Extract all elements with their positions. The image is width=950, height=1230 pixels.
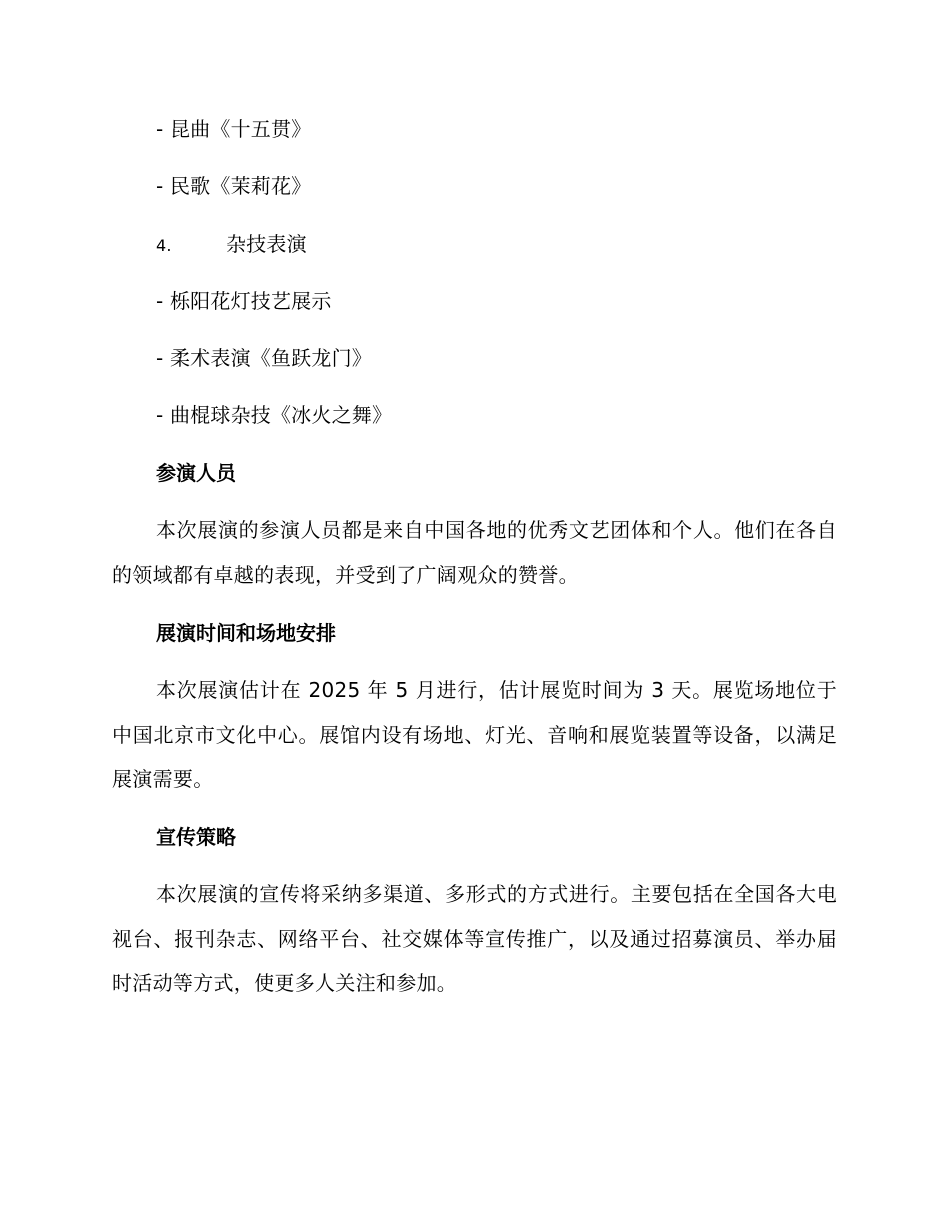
participants-heading: 参演人员 [156,461,236,485]
participants-paragraph: 本次展演的参演人员都是来自中国各地的优秀文艺团体和个人。他们在各自的领域都有卓越的表现，并受到了广阔观众的赞誉。 [112,518,837,587]
section-item [156,230,307,260]
schedule-paragraph: 本次展演估计在 2025 年 5 月进行，估计展览时间为 3 天。展览场地位于中国北京市文化中心。展馆内设有场地、灯光、音响和展览装置等设备，以满足展演需要。 [112,678,837,791]
list-item: - 曲棍球杂技《冰火之舞》 [156,403,393,427]
section-title: 杂技表演 [226,232,307,256]
section-number: 4. [156,236,172,255]
list-item: - 栎阳花灯技艺展示 [156,289,332,313]
schedule-heading: 展演时间和场地安排 [156,621,336,645]
promotion-paragraph: 本次展演的宣传将采纳多渠道、多形式的方式进行。主要包括在全国各大电视台、报刊杂志、网络平台、社交媒体等宣传推广，以及通过招募演员、举办届时活动等方式，使更多人关注和参加。 [112,882,837,995]
list-item: - 昆曲《十五贯》 [156,117,312,141]
list-item: - 柔术表演《鱼跃龙门》 [156,346,372,370]
list-item: - 民歌《茉莉花》 [156,174,312,198]
promotion-heading: 宣传策略 [156,825,236,849]
